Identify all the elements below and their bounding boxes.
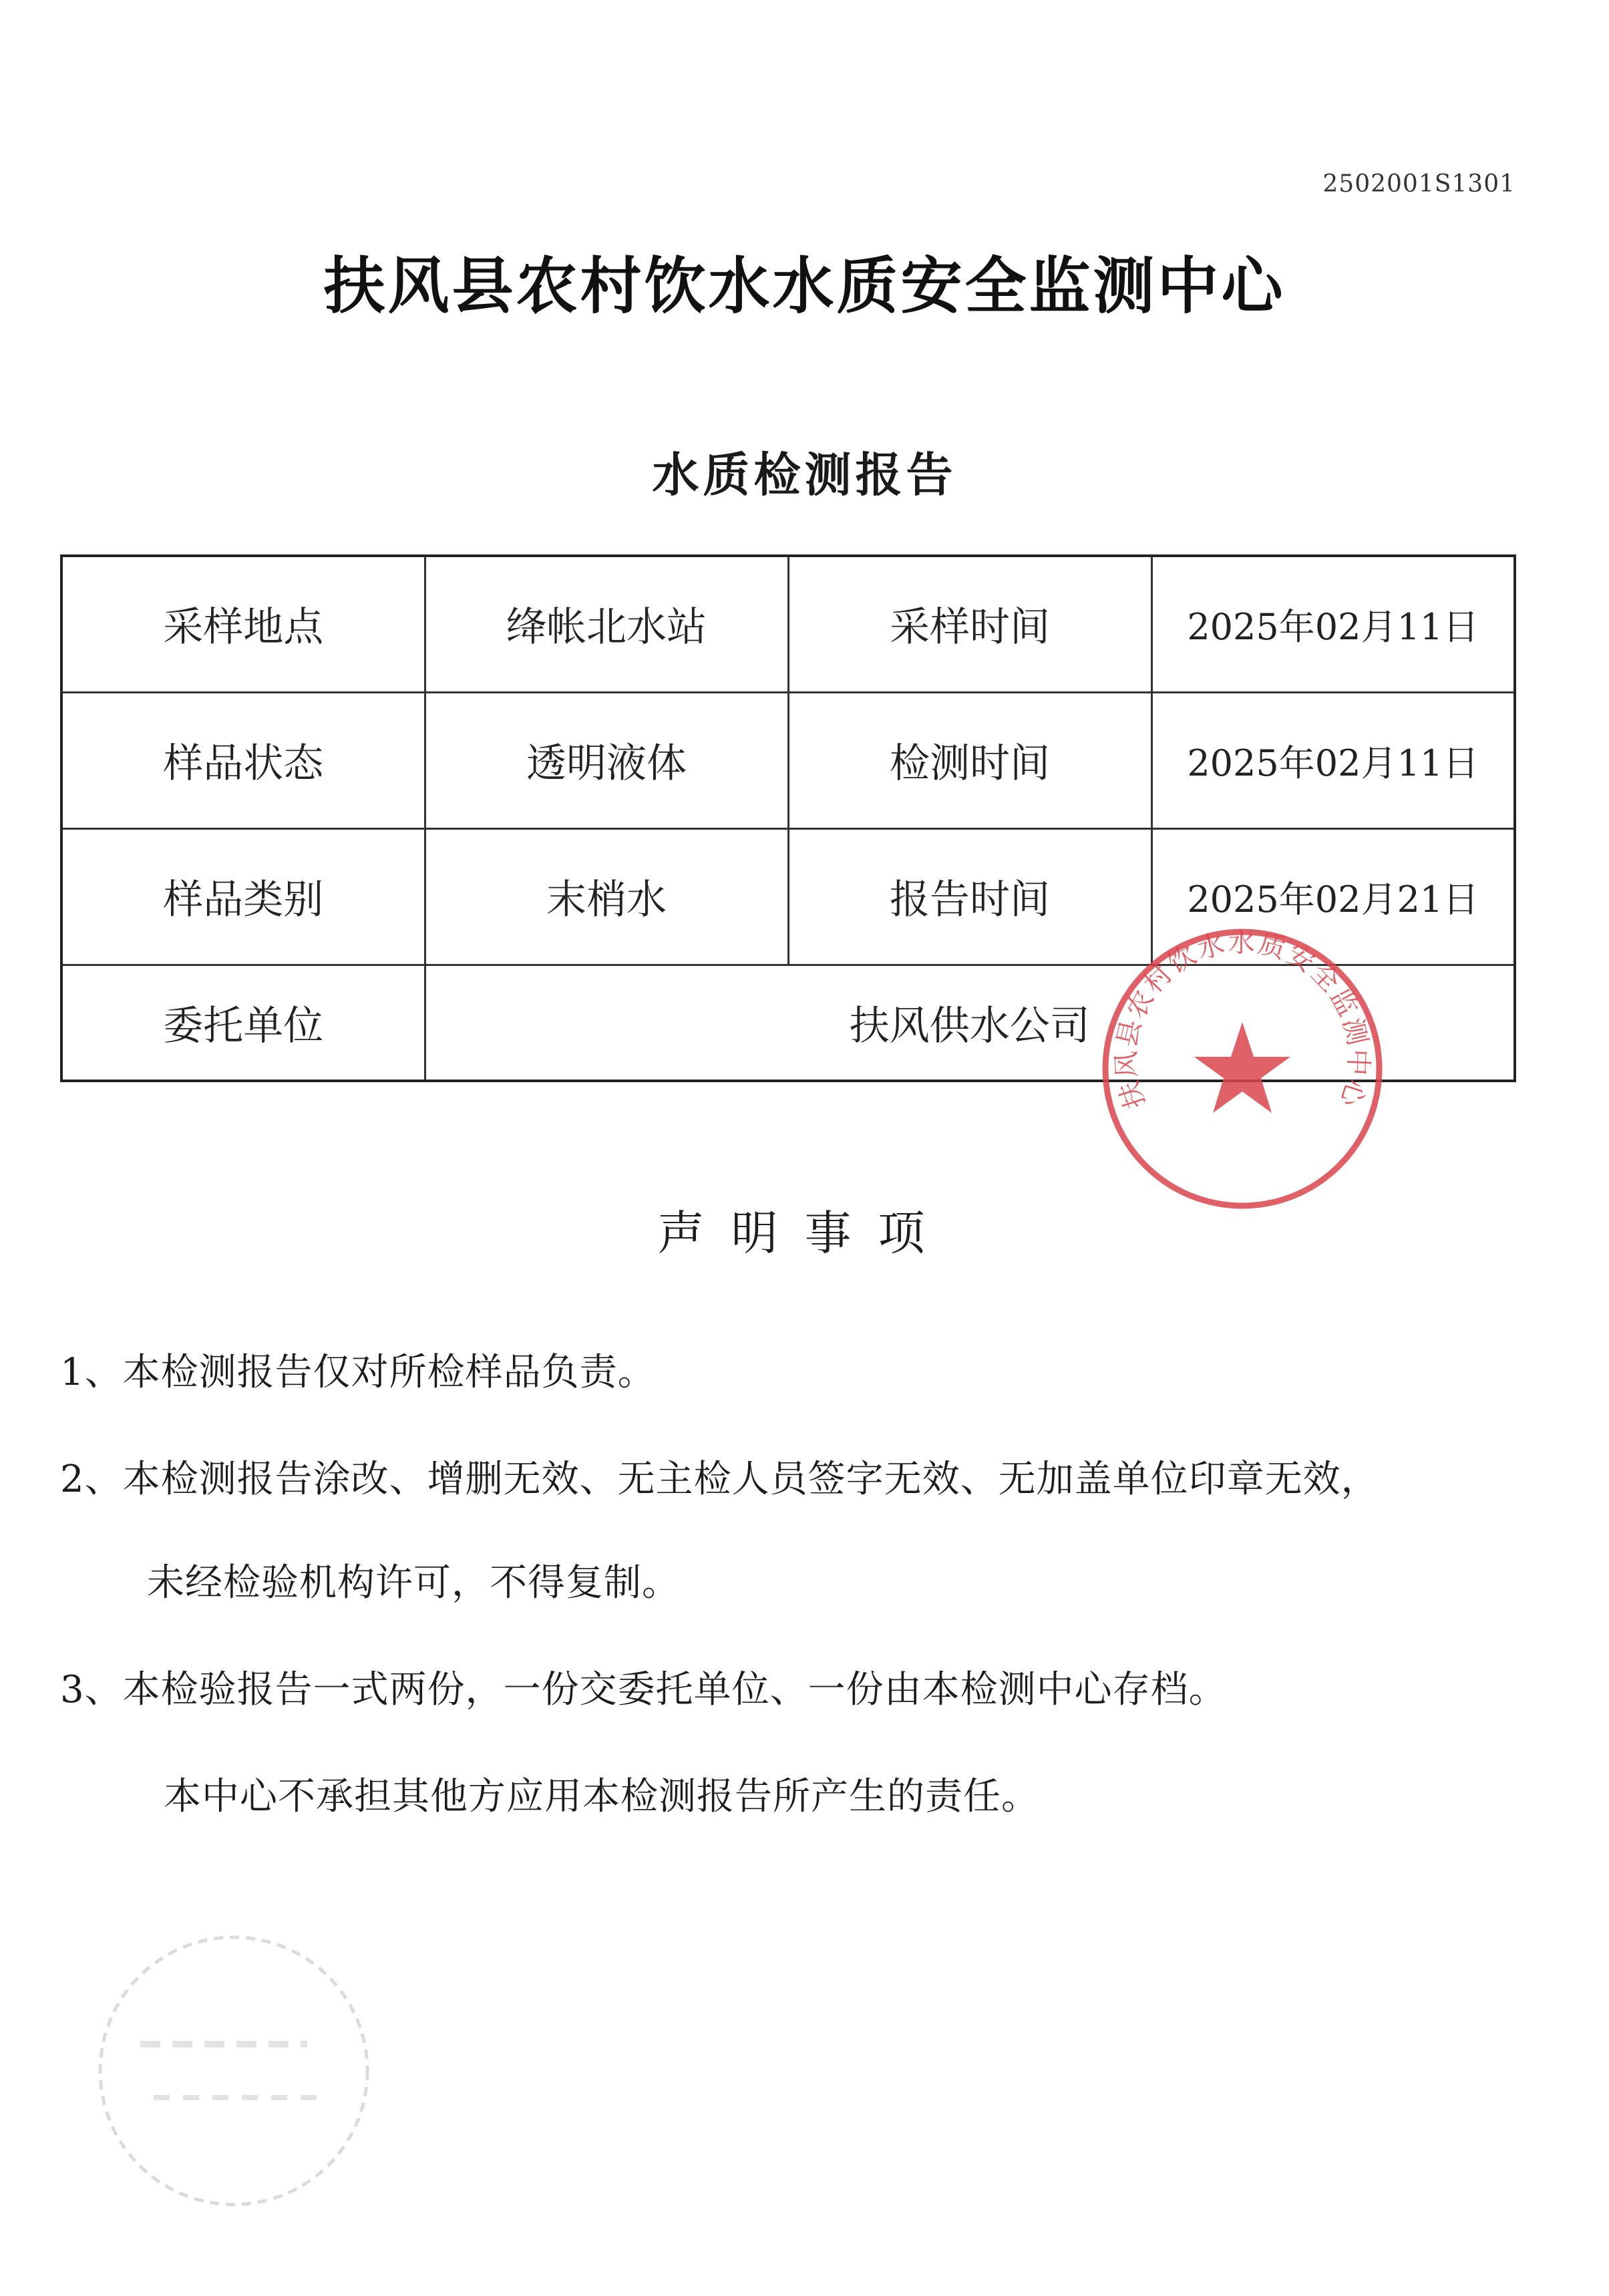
- label-sampling-location: 采样地点: [61, 556, 425, 692]
- institution-title: 扶风县农村饮水水质安全监测中心: [323, 251, 1286, 322]
- label-report-time: 报告时间: [788, 828, 1151, 965]
- label-sample-category: 样品类别: [61, 828, 425, 965]
- declaration-item-2-continued: 未经检验机构许可，不得复制。: [147, 1561, 680, 1605]
- table-row: [61, 692, 1515, 828]
- label-sampling-time: 采样时间: [788, 556, 1151, 692]
- declaration-item-3: 3、本检验报告一式两份，一份交委托单位、一份由本检测中心存档。: [60, 1668, 1227, 1711]
- value-sample-category: 末梢水: [425, 828, 788, 965]
- label-client: 委托单位: [61, 965, 425, 1081]
- document-code: 2502001S1301: [1322, 170, 1515, 198]
- value-sampling-time: 2025年02月11日: [1151, 556, 1515, 692]
- faint-seal-impression-icon: [87, 1924, 381, 2218]
- label-sample-state: 样品状态: [61, 692, 425, 828]
- value-sample-state: 透明液体: [425, 692, 788, 828]
- table-row: [61, 965, 1515, 1081]
- sample-info-table: [60, 554, 1516, 1082]
- declaration-item-1: 1、本检测报告仅对所检样品负责。: [60, 1351, 656, 1394]
- seal-text: 扶风县农村饮水水质安全监测中心: [1111, 927, 1374, 1112]
- label-testing-time: 检测时间: [788, 692, 1151, 828]
- value-sampling-location: 绛帐北水站: [425, 556, 788, 692]
- value-client: 扶风供水公司: [425, 965, 1515, 1081]
- declaration-heading: 声明事项: [657, 1206, 952, 1261]
- value-report-time: 2025年02月21日: [1151, 828, 1515, 965]
- table-row: [61, 556, 1515, 692]
- value-testing-time: 2025年02月11日: [1151, 692, 1515, 828]
- table-row: [61, 828, 1515, 965]
- report-title: 水质检测报告: [652, 448, 957, 502]
- declaration-disclaimer: 本中心不承担其他方应用本检测报告所产生的责任。: [164, 1775, 1039, 1818]
- declaration-item-2: 2、本检测报告涂改、增删无效、无主检人员签字无效、无加盖单位印章无效，: [60, 1458, 1379, 1501]
